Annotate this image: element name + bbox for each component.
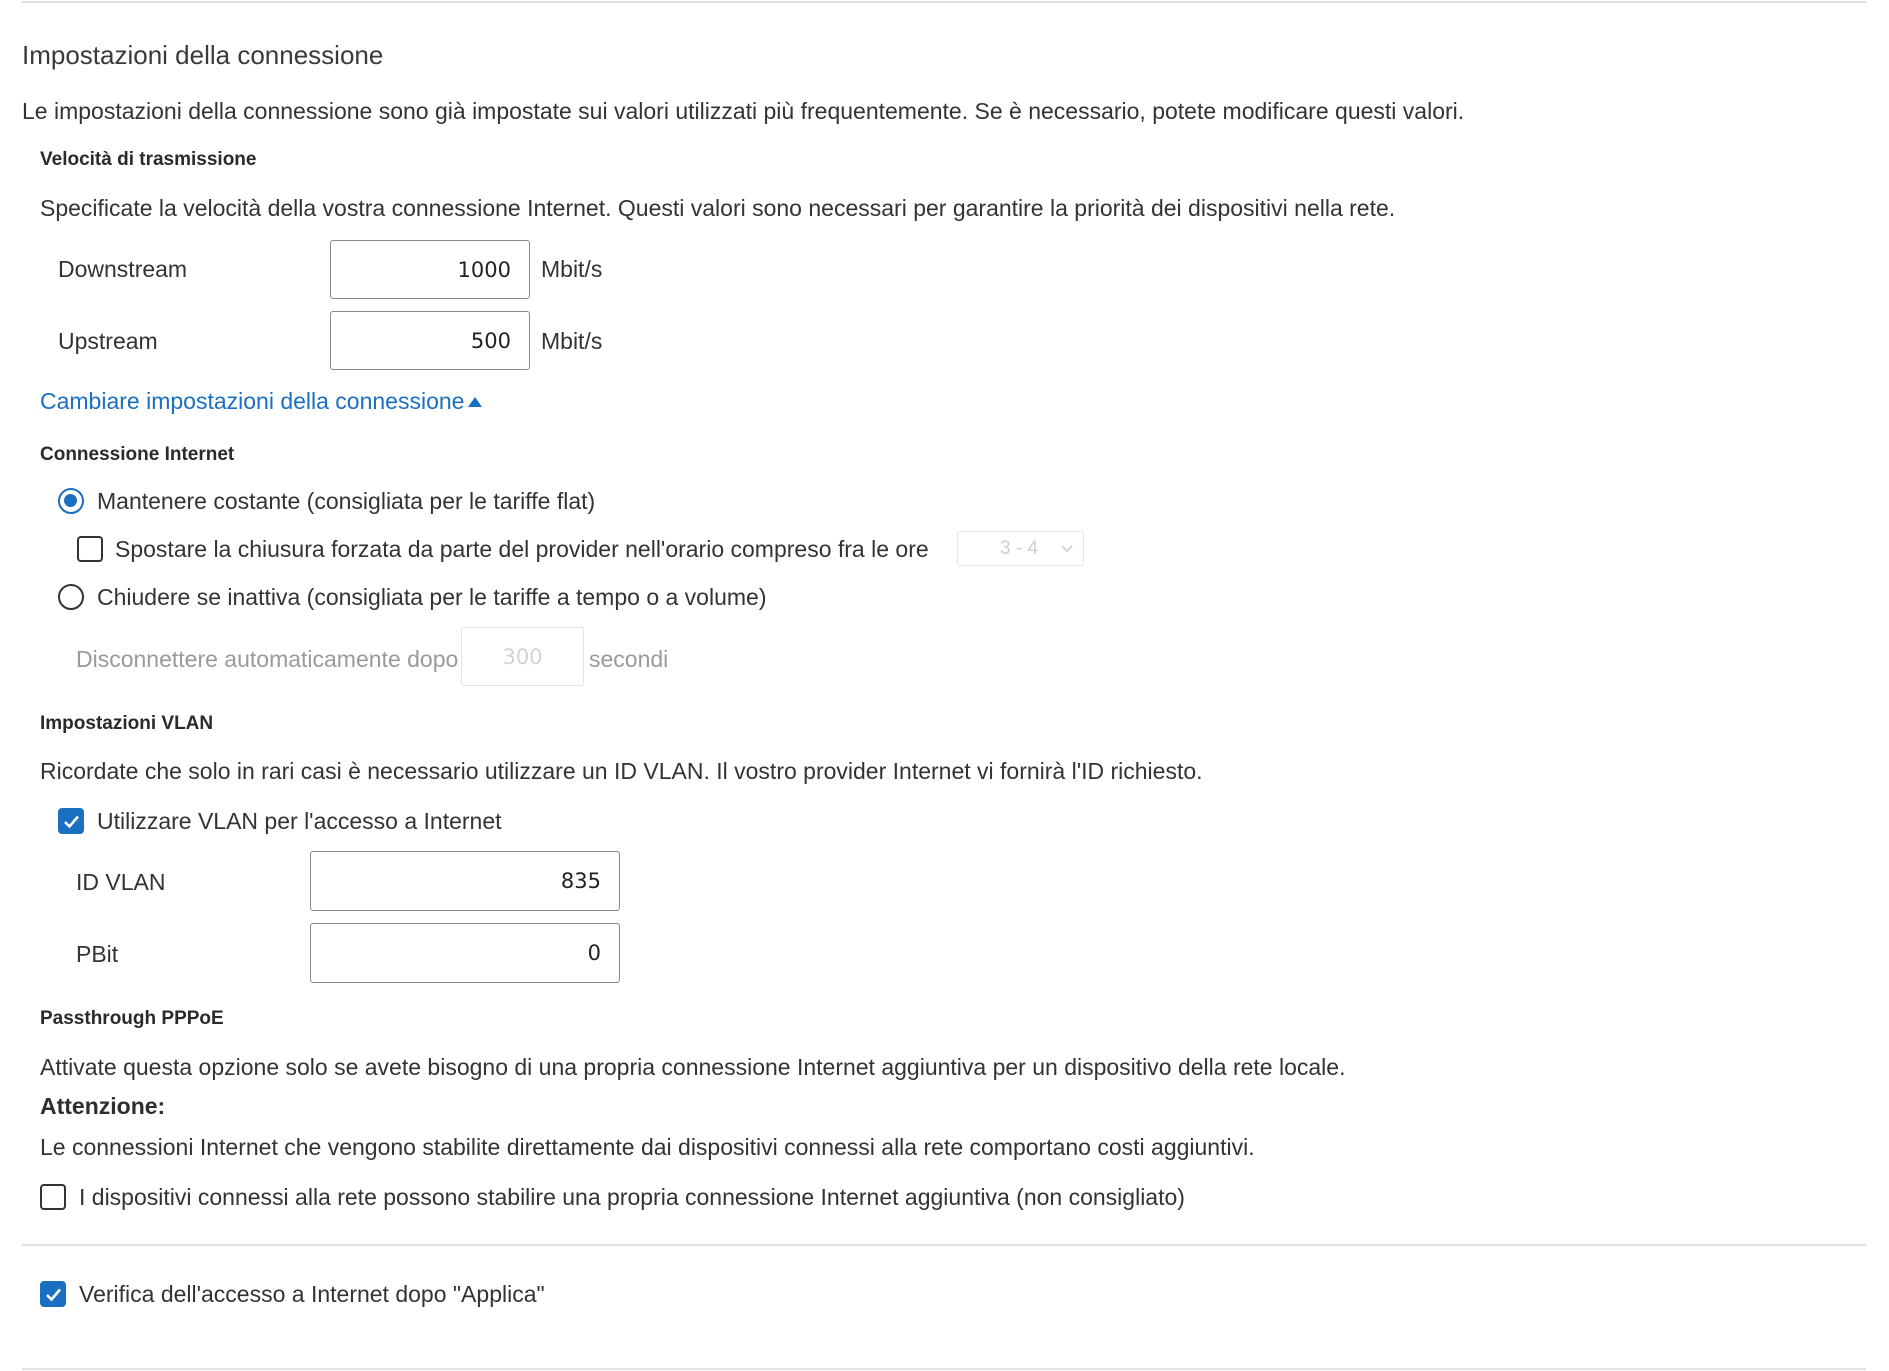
checkmark-icon bbox=[63, 813, 80, 830]
shift-hours-select bbox=[957, 531, 1084, 566]
radio-close-idle-label[interactable]: Chiudere se inattiva (consigliata per le tariffe a tempo o a volume) bbox=[97, 584, 767, 610]
upstream-unit: Mbit/s bbox=[541, 328, 603, 354]
vlan-description: Ricordate che solo in rari casi è necessario utilizzare un ID VLAN. Il vostro provider Internet vi fornirà l'ID richiesto. bbox=[40, 758, 1203, 784]
downstream-input[interactable]: 1000 bbox=[330, 240, 530, 299]
upstream-input[interactable]: 500 bbox=[330, 311, 530, 370]
speed-heading: Velocità di trasmissione bbox=[40, 149, 257, 170]
auto-disconnect-label: Disconnettere automaticamente dopo bbox=[76, 646, 459, 672]
internet-heading: Connessione Internet bbox=[40, 444, 235, 465]
pppoe-warning-text: Le connessioni Internet che vengono stabilite direttamente dai dispositivi connessi alla rete comportano costi aggiuntivi. bbox=[40, 1134, 1255, 1160]
radio-keep-constant[interactable] bbox=[58, 488, 84, 514]
intro-text: Le impostazioni della connessione sono già impostate sui valori utilizzati più frequentemente. Se è necessario, potete modificare questi valori. bbox=[22, 98, 1465, 124]
change-settings-link[interactable] bbox=[40, 388, 482, 415]
bottom-divider bbox=[22, 1368, 1866, 1370]
use-vlan-checkbox[interactable] bbox=[58, 808, 84, 834]
pppoe-description: Attivate questa opzione solo se avete bisogno di una propria connessione Internet aggiuntiva per un dispositivo della rete locale. bbox=[40, 1054, 1346, 1080]
top-divider bbox=[22, 1, 1866, 3]
shift-disconnect-label[interactable]: Spostare la chiusura forzata da parte del provider nell'orario compreso fra le ore bbox=[115, 536, 929, 562]
use-vlan-label[interactable]: Utilizzare VLAN per l'accesso a Internet bbox=[97, 808, 502, 834]
page-title: Impostazioni della connessione bbox=[22, 40, 384, 70]
auto-disconnect-unit: secondi bbox=[589, 646, 669, 672]
vlan-heading: Impostazioni VLAN bbox=[40, 713, 214, 734]
radio-close-idle[interactable] bbox=[58, 584, 84, 610]
verify-access-checkbox[interactable] bbox=[40, 1281, 66, 1307]
section-divider bbox=[22, 1244, 1866, 1246]
downstream-label: Downstream bbox=[58, 256, 188, 282]
pppoe-heading: Passthrough PPPoE bbox=[40, 1008, 224, 1029]
checkmark-icon bbox=[45, 1286, 62, 1303]
vlan-id-input[interactable]: 835 bbox=[310, 851, 620, 911]
vlan-id-label: ID VLAN bbox=[76, 869, 166, 895]
pppoe-warning-label: Attenzione: bbox=[40, 1093, 166, 1119]
radio-keep-constant-label[interactable]: Mantenere costante (consigliata per le tariffe flat) bbox=[97, 488, 596, 514]
pppoe-allow-checkbox[interactable] bbox=[40, 1184, 66, 1210]
auto-disconnect-input: 300 bbox=[461, 627, 584, 686]
speed-description: Specificate la velocità della vostra connessione Internet. Questi valori sono necessari per garantire la priorità dei dispositivi nella rete. bbox=[40, 195, 1396, 221]
upstream-label: Upstream bbox=[58, 328, 158, 354]
downstream-unit: Mbit/s bbox=[541, 256, 603, 282]
verify-access-label[interactable]: Verifica dell'accesso a Internet dopo "Applica" bbox=[79, 1281, 545, 1307]
pbit-label: PBit bbox=[76, 941, 119, 967]
pbit-input[interactable]: 0 bbox=[310, 923, 620, 983]
shift-hours-value: 3 - 4 bbox=[1000, 537, 1039, 559]
pppoe-allow-label[interactable]: I dispositivi connessi alla rete possono stabilire una propria connessione Internet aggiuntiva (non consigliato) bbox=[79, 1184, 1185, 1210]
change-settings-link-text: Cambiare impostazioni della connessione bbox=[40, 388, 465, 414]
shift-disconnect-checkbox[interactable] bbox=[77, 536, 103, 562]
chevron-down-icon bbox=[1059, 540, 1075, 556]
triangle-up-icon bbox=[468, 397, 482, 407]
